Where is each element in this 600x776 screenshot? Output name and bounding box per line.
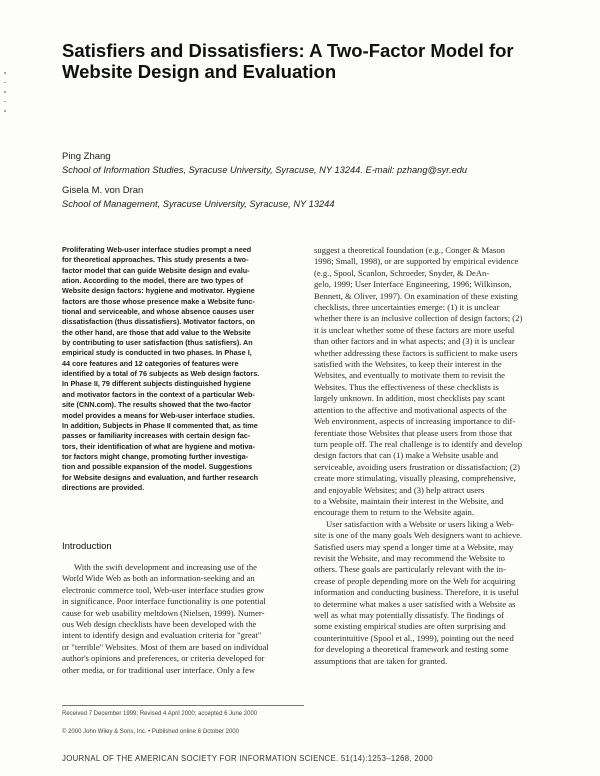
author-name: Ping Zhang (62, 151, 111, 162)
abstract-line: In addition, Subjects in Phase II commented that, as time (62, 420, 258, 430)
body-line: (e.g., Spool, Scanlon, Schroeder, Snyder, & DeAn- (314, 267, 490, 278)
body-line: design factors that can (1) make a Website usable and (314, 450, 499, 461)
paper-title (62, 40, 514, 82)
body-line: ous Web design checklists have been developed with the (62, 619, 257, 630)
body-line: gelo, 1999; User Interface Engineering, 1996; Wilkinson, (314, 279, 512, 290)
abstract-line: passes or familiarity increases with certain design fac- (62, 431, 251, 441)
abstract-line: directions are provided. (62, 482, 145, 492)
abstract-line: by contributing to user satisfaction (thus satisfiers). An (62, 338, 253, 348)
abstract-line: Website design factors: hygiene and motivator. Hygiene (62, 286, 255, 296)
abstract-line: Proliferating Web-user interface studies prompt a need (62, 245, 252, 254)
abstract-line: identified by a total of 76 subjects as Web design factors. (62, 369, 260, 379)
abstract-line: model provides a means for Web-user interface studies. (62, 410, 255, 420)
body-line: to a Website, maintain their interest in the Website, and (314, 495, 504, 506)
body-line: Satisfied users may spend a longer time at a Website, may (314, 541, 514, 552)
margin-dots (4, 72, 8, 120)
body-line: site is one of the many goals Web designers want to achieve. (314, 530, 523, 541)
body-line: suggest a theoretical foundation (e.g., Conger & Mason (314, 245, 505, 255)
body-line: Bennett, & Oliver, 1997). On examination of these existing (314, 290, 518, 301)
body-line: author's opinions and preferences, or criteria developed for (62, 653, 265, 664)
body-line: revisit the Website, and may recommend the Website to (314, 552, 505, 563)
body-line: some existing empirical studies are often surprising and (314, 621, 506, 632)
body-line: 1998; Small, 1998), or are supported by empirical evidence (314, 256, 519, 267)
author-affiliation: School of Management, Syracuse University, Syracuse, NY 13244 (62, 199, 335, 209)
abstract-line: site (CNN.com). The results showed that the two-factor (62, 400, 251, 410)
abstract-line: empirical study is conducted in two phases. In Phase I, (62, 348, 252, 358)
abstract-line: 44 core features and 12 categories of features were (62, 358, 239, 368)
abstract-line: factor model that can guide Website design and evalu- (62, 265, 250, 275)
abstract-line: tors, their identification of what are hygiene and motiva- (62, 441, 255, 451)
abstract-line: factors are those whose presence make a Website func- (62, 296, 255, 306)
author-name: Gisela M. von Dran (62, 185, 144, 196)
abstract (62, 245, 304, 493)
body-line: checklists, three uncertainties emerge: (1) it is unclear (314, 302, 500, 313)
journal-footer: JOURNAL OF THE AMERICAN SOCIETY FOR INFORMATION SCIENCE. 51(14):1253–1268, 2000 (62, 754, 433, 763)
body-line: turn people off. The real challenge is to identify and develop (314, 438, 523, 449)
abstract-line: the other hand, are those that add value to the Website (62, 327, 251, 337)
section-heading: Introduction (62, 541, 112, 552)
copyright-notice: © 2000 John Wiley & Sons, Inc. • Published online 6 October 2000 (62, 729, 239, 735)
body-line: intent to identify design and evaluation criteria for "great" (62, 630, 262, 641)
title-line: Website Design and Evaluation (62, 61, 337, 82)
body-line: others. These goals are particularly relevant with the in- (314, 564, 506, 575)
right-column (314, 245, 560, 667)
abstract-line: ation. According to the model, there are two types of (62, 276, 244, 286)
abstract-line: tional and serviceable, and whose absence causes user (62, 307, 255, 317)
abstract-line: for theoretical approaches. This study presents a two- (62, 255, 249, 265)
abstract-line: tor factors might change, promoting further investiga- (62, 451, 249, 461)
body-line: electronic commerce tool, Web-user interface studies grow (62, 584, 265, 595)
body-line: whether addressing these factors is sufficient to make users (314, 347, 518, 358)
received-dates: Received 7 December 1999; Revised 4 April 2000; accepted 6 June 2000 (62, 711, 258, 717)
abstract-line: for Website designs and evaluation, and further research (62, 472, 259, 482)
body-line: User satisfaction with a Website or users liking a Web- (326, 518, 515, 529)
body-line: and enjoyable Websites; and (3) help attract users (314, 484, 485, 495)
body-line: With the swift development and increasing use of the (74, 562, 257, 572)
abstract-line: and motivator factors in the context of a particular Web- (62, 389, 255, 399)
body-line: attention to the affective and motivational aspects of the (314, 404, 507, 415)
body-line: or "terrible" Websites. Most of them are based on individual (62, 641, 269, 652)
body-line: Websites, and eventually to motivate them to revisit the (314, 370, 505, 381)
body-line: ferentiate those Websites that please users from those that (314, 427, 513, 438)
body-line: it is unclear whether some of these factors are more useful (314, 324, 515, 335)
body-line: largely unknown. In addition, most checklists pay scant (314, 393, 506, 404)
abstract-line: In Phase II, 79 different subjects distinguished hygiene (62, 379, 251, 389)
body-line: satisfied with the Websites, to keep their interest in the (314, 359, 502, 370)
body-line: cause for web usability meltdown (Nielsen, 1999). Numer- (62, 607, 265, 618)
abstract-line: dissatisfaction (thus dissatisfiers). Motivator factors, on (62, 317, 255, 327)
body-line: to determine what makes a user satisfied with a Website as (314, 598, 516, 609)
body-line: create more stimulating, visually pleasing, comprehensive, (314, 473, 516, 484)
body-line: Web environment, aspects of increasing importance to dif- (314, 416, 516, 427)
title-line: Satisfiers and Dissatisfiers: A Two-Factor Model for (62, 40, 514, 61)
body-line: for developing a theoretical framework and testing some (314, 644, 509, 655)
body-line: than other factors and in what aspects; and (3) it is unclear (314, 336, 515, 347)
body-line: Websites. Thus the effectiveness of these checklists is (314, 381, 499, 392)
body-line: other media, or for traditional user interface. Only a few (62, 664, 256, 675)
body-line: in significance. Poor interface functionality is one potential (62, 596, 266, 607)
intro-column (62, 562, 304, 676)
body-line: World Wide Web as both an information-seeking and an (62, 573, 255, 584)
abstract-line: tion and possible expansion of the model. Suggestions (62, 462, 253, 472)
body-line: encourage them to return to the Website again. (314, 507, 474, 518)
footnote-rule (62, 705, 304, 706)
body-line: assumptions that are taken for granted. (314, 655, 448, 666)
body-line: information and conducting business. Therefore, it is useful (314, 587, 519, 598)
body-line: crease of people depending more on the Web for acquiring (314, 575, 516, 586)
body-line: counterintuitive (Spool et al., 1999), pointing out the need (314, 632, 514, 643)
body-line: whether there is an inclusive collection of design factors; (2) (314, 313, 523, 324)
body-line: serviceable, avoiding users frustration or dissatisfaction; (2) (314, 461, 520, 472)
author-affiliation: School of Information Studies, Syracuse University, Syracuse, NY 13244. E-mail: pzhang@syr.edu (62, 165, 468, 175)
body-line: well as what may potentially dissatisfy. The findings of (314, 610, 504, 620)
